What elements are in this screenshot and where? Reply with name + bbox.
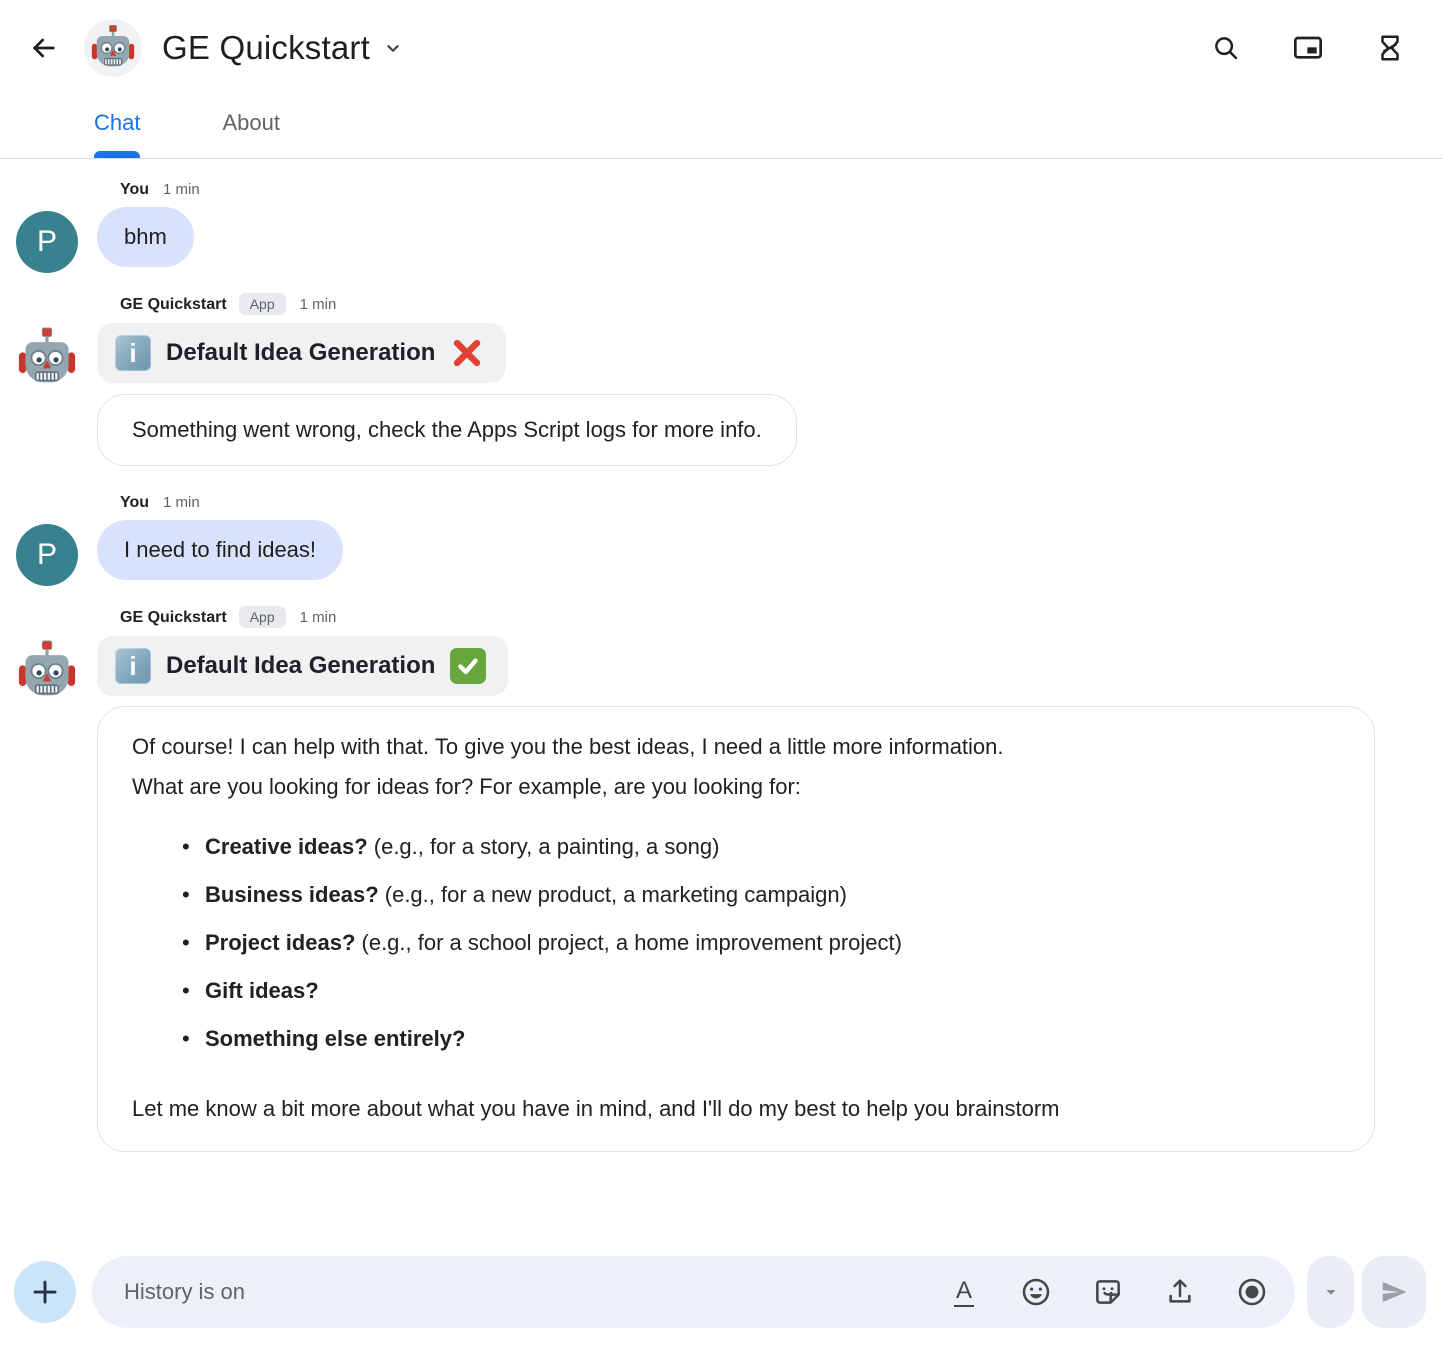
- user-message-bubble: bhm: [97, 207, 194, 267]
- info-icon: i: [115, 648, 151, 684]
- sender-name: GE Quickstart: [120, 296, 227, 313]
- record-button[interactable]: [1235, 1275, 1269, 1309]
- tab-chat[interactable]: Chat: [94, 96, 140, 158]
- error-cross-icon: [450, 336, 484, 370]
- sticker-button[interactable]: [1091, 1275, 1125, 1309]
- message-header: [120, 494, 1442, 512]
- workflow-title: Default Idea Generation: [166, 652, 436, 679]
- message-time: 1 min: [163, 181, 200, 198]
- message-group-user-1: [0, 181, 1442, 267]
- emoji-button[interactable]: [1019, 1275, 1053, 1309]
- list-item: • Creative ideas? (e.g., for a story, a painting, a song): [174, 827, 1340, 867]
- bot-avatar[interactable]: [16, 325, 78, 391]
- user-avatar[interactable]: P: [16, 524, 78, 586]
- closing-line: Let me know a bit more about what you have in mind, and I'll do my best to help you brainstorm: [132, 1096, 1060, 1121]
- info-icon: i: [115, 335, 151, 371]
- app-badge: App: [239, 293, 286, 315]
- send-icon: [1379, 1277, 1409, 1307]
- emoji-icon: [1020, 1276, 1052, 1308]
- plus-icon: [30, 1277, 60, 1307]
- list-item: • Business ideas? (e.g., for a new product, a marketing campaign): [174, 875, 1340, 915]
- back-arrow-icon: [28, 32, 60, 64]
- success-check-icon: [450, 648, 486, 684]
- message-group-user-2: [0, 494, 1442, 580]
- bot-message-bubble: Something went wrong, check the Apps Script logs for more info.: [97, 394, 797, 466]
- send-button[interactable]: [1362, 1256, 1426, 1328]
- workflow-status-card: [97, 323, 506, 383]
- tab-bar: [0, 96, 1442, 159]
- message-time: 1 min: [163, 494, 200, 511]
- bot-avatar[interactable]: [84, 19, 142, 77]
- history-hourglass-icon: [1375, 33, 1405, 63]
- bot-avatar[interactable]: [16, 638, 78, 704]
- idea-type-list: [132, 827, 1340, 1059]
- robot-icon: [90, 24, 136, 72]
- title-menu-chevron-icon[interactable]: [382, 37, 404, 59]
- format-button[interactable]: [947, 1275, 981, 1309]
- chevron-down-icon: [1320, 1281, 1342, 1303]
- message-header: [120, 293, 1442, 315]
- list-item: • Gift ideas?: [174, 971, 1340, 1011]
- message-input-container: [92, 1256, 1295, 1328]
- add-button[interactable]: [14, 1261, 76, 1323]
- search-button[interactable]: [1202, 24, 1250, 72]
- compose-actions: [947, 1275, 1269, 1309]
- page-title[interactable]: GE Quickstart: [162, 29, 370, 66]
- sender-name: You: [120, 181, 150, 198]
- workflow-status-card: [97, 636, 508, 696]
- intro-line-1: Of course! I can help with that. To give you the best ideas, I need a little more information.: [132, 734, 1004, 759]
- sender-name: You: [120, 494, 150, 511]
- message-header: [120, 606, 1442, 628]
- app-badge: App: [239, 606, 286, 628]
- bot-message-bubble: [97, 706, 1375, 1152]
- message-header: [120, 181, 1442, 199]
- workflow-title: Default Idea Generation: [166, 339, 436, 366]
- conversation-header: [0, 0, 1442, 96]
- user-avatar[interactable]: P: [16, 211, 78, 273]
- tab-about[interactable]: About: [222, 96, 280, 158]
- sender-name: GE Quickstart: [120, 609, 227, 626]
- message-group-app-2: [0, 606, 1442, 1152]
- list-item: • Project ideas? (e.g., for a school project, a home improvement project): [174, 923, 1340, 963]
- upload-button[interactable]: [1163, 1275, 1197, 1309]
- list-item: • Something else entirely?: [174, 1019, 1340, 1059]
- intro-line-2: What are you looking for ideas for? For example, are you looking for:: [132, 774, 801, 799]
- sticker-icon: [1092, 1276, 1124, 1308]
- message-input[interactable]: [124, 1279, 931, 1305]
- message-group-app-1: [0, 293, 1442, 466]
- search-icon: [1211, 33, 1241, 63]
- message-list: [0, 159, 1442, 1256]
- message-time: 1 min: [299, 296, 337, 313]
- upload-icon: [1164, 1276, 1196, 1308]
- user-message-bubble: I need to find ideas!: [97, 520, 343, 580]
- open-in-window-button[interactable]: [1284, 24, 1332, 72]
- format-text-icon: A: [954, 1278, 974, 1307]
- robot-icon: [17, 639, 77, 703]
- robot-icon: [17, 326, 77, 390]
- send-options-button[interactable]: [1307, 1256, 1354, 1328]
- back-button[interactable]: [22, 26, 66, 70]
- message-time: 1 min: [299, 609, 337, 626]
- picture-in-picture-icon: [1292, 32, 1324, 64]
- record-icon: [1236, 1276, 1268, 1308]
- history-toggle-button[interactable]: [1366, 24, 1414, 72]
- compose-bar: [14, 1256, 1426, 1328]
